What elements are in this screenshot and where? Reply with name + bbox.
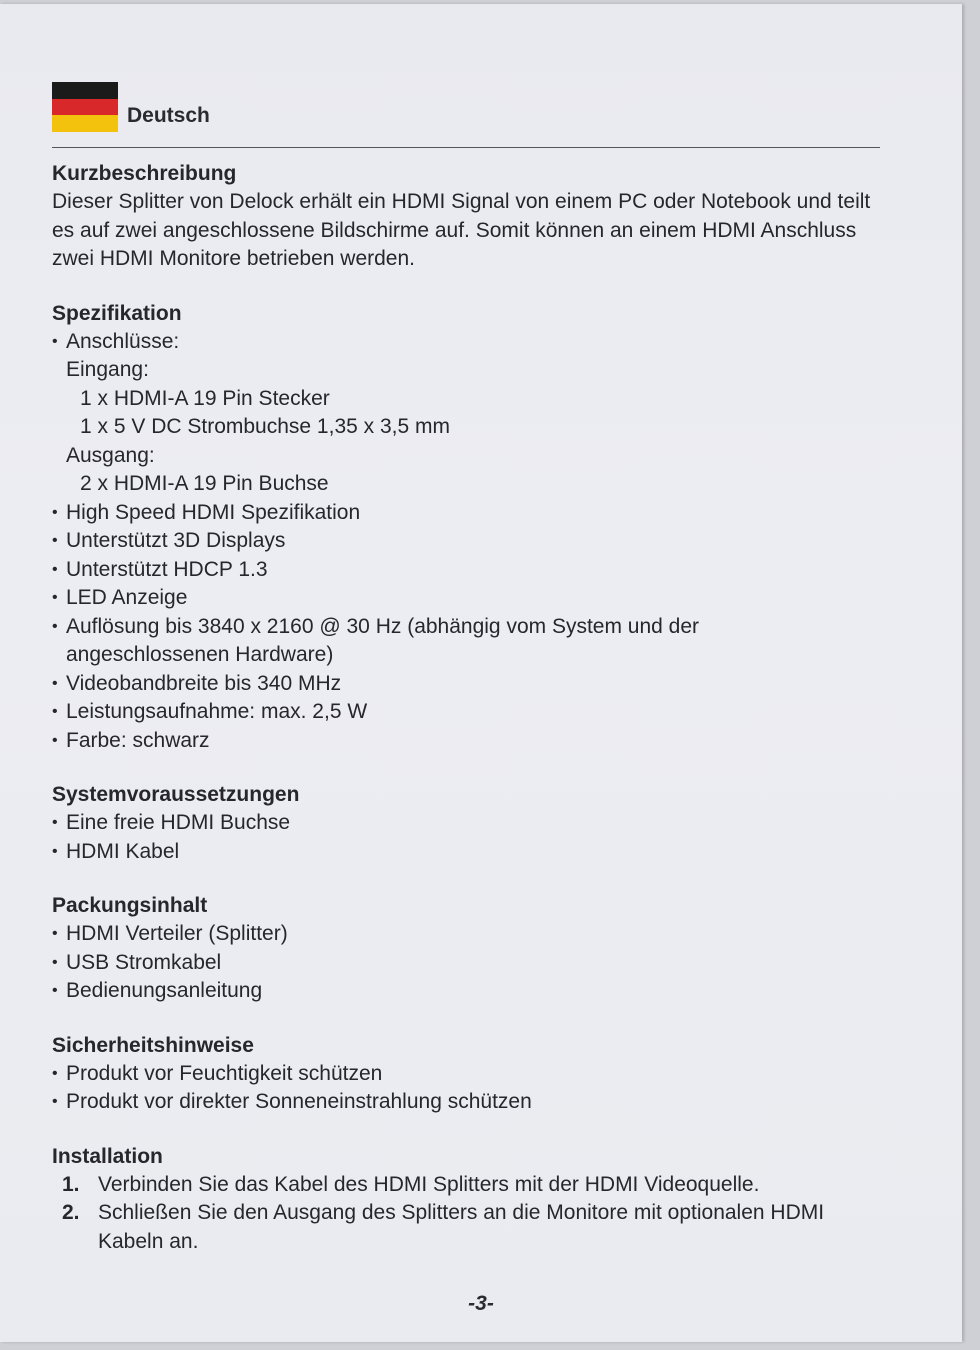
spec-anschluesse-label: Anschlüsse:: [66, 329, 180, 353]
installation-steps: [52, 1171, 892, 1257]
safety-item: • Produkt vor Feuchtigkeit schützen: [52, 1060, 892, 1089]
spec-list-features: [52, 499, 892, 756]
manual-page: [0, 4, 962, 1342]
package-item: • Bedienungsanleitung: [52, 977, 892, 1006]
flag-stripe-black: [52, 82, 118, 99]
package-contents-list: [52, 920, 892, 1006]
spec-item: • Unterstützt HDCP 1.3: [52, 556, 892, 585]
spec-item: • Unterstützt 3D Displays: [52, 527, 892, 556]
requirement-item: • HDMI Kabel: [52, 838, 892, 867]
page-number: -3-: [468, 1292, 494, 1315]
heading-systemvoraussetzungen: Systemvoraussetzungen: [52, 783, 300, 806]
flag-stripe-red: [52, 99, 118, 116]
step-text: Verbinden Sie das Kabel des HDMI Splitters mit der HDMI Videoquelle.: [98, 1172, 760, 1196]
eingang-item: 1 x HDMI-A 19 Pin Stecker: [80, 386, 330, 410]
heading-installation: Installation: [52, 1144, 163, 1168]
language-label: Deutsch: [127, 104, 210, 127]
requirement-item: • Eine freie HDMI Buchse: [52, 809, 892, 838]
heading-spezifikation: Spezifikation: [52, 301, 182, 325]
heading-sicherheitshinweise: Sicherheitshinweise: [52, 1033, 254, 1057]
spec-item: • Auflösung bis 3840 x 2160 @ 30 Hz (abhängig vom System und der angeschlossenen Hardware): [52, 613, 781, 670]
package-item: • HDMI Verteiler (Splitter): [52, 920, 892, 949]
spec-list: [52, 328, 892, 357]
ausgang-item: 2 x HDMI-A 19 Pin Buchse: [80, 472, 329, 495]
heading-packungsinhalt: Packungsinhalt: [52, 894, 208, 917]
description-text: Dieser Splitter von Delock erhält ein HDMI Signal von einem PC oder Notebook und teilt es auf zwei angeschlossene Bildschirme auf. Somit können an einem HDMI Anschluss zwei HDMI Monitore betrieben werden.: [52, 190, 871, 270]
step-text: Schließen Sie den Ausgang des Splitters an die Monitore mit optionalen HDMI Kabeln an.: [98, 1201, 825, 1253]
step-number: 2.: [62, 1201, 80, 1224]
installation-step: [52, 1171, 892, 1200]
german-flag-icon: [52, 82, 118, 132]
requirements-list: [52, 809, 892, 866]
step-number: 1.: [62, 1172, 80, 1196]
eingang-label: Eingang:: [66, 358, 149, 381]
eingang-item: 1 x 5 V DC Strombuchse 1,35 x 3,5 mm: [80, 415, 450, 438]
installation-step: [52, 1199, 838, 1256]
spec-anschluesse: [52, 328, 892, 357]
spec-item: • Farbe: schwarz: [52, 727, 892, 756]
safety-list: [52, 1060, 892, 1117]
spec-item: • High Speed HDMI Spezifikation: [52, 499, 892, 528]
spec-item: • LED Anzeige: [52, 584, 892, 613]
package-item: • USB Stromkabel: [52, 949, 892, 978]
heading-kurzbeschreibung: Kurzbeschreibung: [52, 162, 237, 185]
spec-item: • Videobandbreite bis 340 MHz: [52, 670, 892, 699]
spec-item: • Leistungsaufnahme: max. 2,5 W: [52, 698, 892, 727]
ausgang-label: Ausgang:: [66, 443, 155, 467]
flag-stripe-gold: [52, 115, 118, 132]
header-divider: [52, 147, 880, 148]
manual-content: [52, 160, 892, 1256]
safety-item: • Produkt vor direkter Sonneneinstrahlung schützen: [52, 1088, 892, 1117]
